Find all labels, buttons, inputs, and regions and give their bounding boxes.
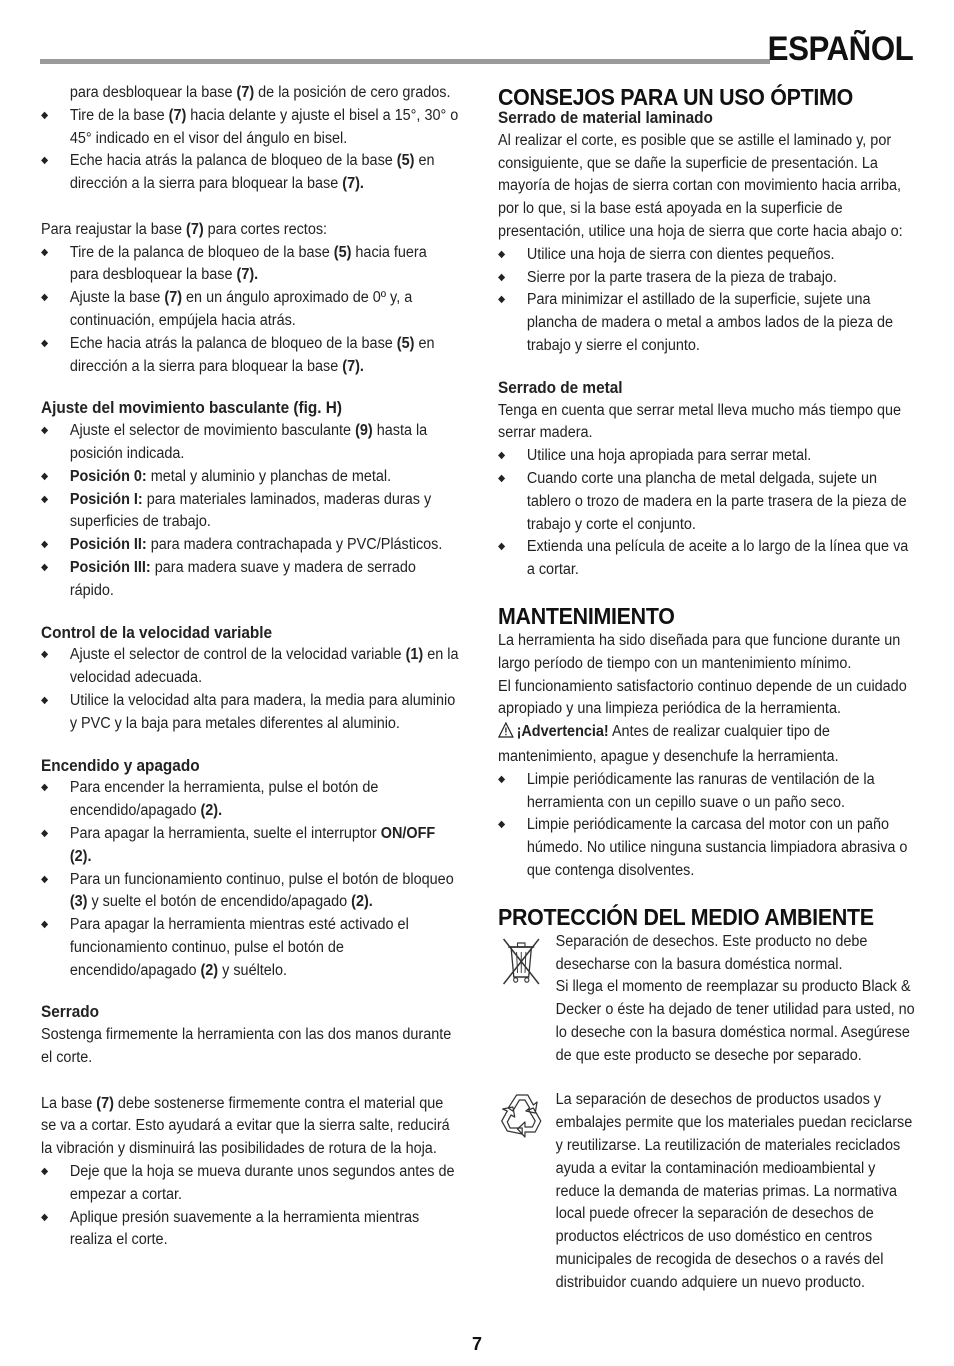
list-item: ◆ Aplique presión suavemente a la herramienta mientras realiza el corte. (41, 1207, 460, 1253)
list-item: ◆ Extienda una película de aceite a lo largo de la línea que va a cortar. (498, 536, 917, 582)
list-item: ◆ Para un funcionamiento continuo, pulse el botón de bloqueo (3) y suelte el botón de encendido/apagado (2). (41, 869, 460, 915)
list-item: ◆ Limpie periódicamente la carcasa del motor con un paño húmedo. No utilice ninguna sustancia limpiadora abrasiva o que contenga disolventes. (498, 814, 917, 882)
recycle-icon (498, 1089, 545, 1139)
page-title: ESPAÑOL (767, 30, 913, 68)
list-item: ◆ Para encender la herramienta, pulse el botón de encendido/apagado (2). (41, 777, 460, 823)
list-item: ◆ Deje que la hoja se mueva durante unos segundos antes de empezar a cortar. (41, 1161, 460, 1207)
serrado-bullets (41, 1161, 460, 1252)
velocidad-heading: Control de la velocidad variable (41, 623, 273, 642)
intro-line: para desbloquear la base (7) de la posición de cero grados. (69, 84, 451, 101)
metal-bullets (498, 445, 917, 582)
basculante-bullets (41, 420, 460, 602)
list-item: ◆ Utilice la velocidad alta para madera, la media para aluminio y PVC y la baja para metales diferentes al aluminio. (41, 690, 460, 736)
serrado-heading: Serrado (41, 1003, 99, 1022)
page-number: 7 (471, 1334, 482, 1354)
reajustar-text: Para reajustar la base (7) para cortes rectos: (41, 220, 328, 238)
metal-paragraph: Tenga en cuenta que serrar metal lleva mucho más tiempo que serrar madera. (498, 401, 902, 442)
intro-bullets (41, 105, 460, 196)
list-item: ◆ Cuando corte una plancha de metal delgada, sujete un tablero o trozo de madera en la parte trasera de la pieza de trabajo y corte el conjunto. (498, 468, 917, 536)
laminado-paragraph: Al realizar el corte, es posible que se astille el laminado y, por consiguiente, que se dañe la superficie de presentación. La mayoría de hojas de sierra cortan con movimiento hacia arriba, por lo que, si la base está apoyada en la superficie de presentación, utilice una hoja de sierra que corte hacia abajo o: (498, 131, 903, 240)
mantenimiento-paragraph-1: La herramienta ha sido diseñada para que funcione durante un largo período de tiempo con un mantenimiento mínimo. (498, 631, 901, 672)
header-rule (40, 59, 770, 64)
list-item: ◆ Limpie periódicamente las ranuras de ventilación de la herramienta con un cepillo suave o un paño seco. (498, 769, 917, 815)
laminado-heading: Serrado de material laminado (498, 109, 713, 127)
reciclaje-paragraph: La separación de desechos de productos usados y embalajes permite que los materiales puedan reciclarse y reutilizarse. La reutilización de materiales reciclados ayuda a evitar la contaminación medioambiental y reduce la demanda de materias primas. La normativa local puede ofrecer la separación de desechos de productos eléctricos de uso doméstico en centros municipales de recogida de desechos o a ravés del distribuidor cuando adquiere un nuevo producto. (555, 1091, 913, 1291)
separacion-block (498, 931, 917, 1068)
reciclaje-block (498, 1089, 917, 1294)
velocidad-bullets (41, 644, 460, 735)
basculante-heading: Ajuste del movimiento basculante (fig. H) (41, 399, 342, 418)
reajustar-bullets (41, 242, 460, 379)
list-item: ◆ Posición I: para materiales laminados, maderas duras y superficies de trabajo. (41, 489, 460, 535)
mantenimiento-bullets (498, 769, 917, 883)
list-item: ◆ Para apagar la herramienta, suelte el interruptor ON/OFF (2). (41, 823, 460, 869)
list-item: ◆ Para apagar la herramienta mientras esté activado el funcionamiento continuo, pulse el botón de encendido/apagado (2) y suéltelo. (41, 914, 460, 982)
list-item: ◆ Eche hacia atrás la palanca de bloqueo de la base (5) en dirección a la sierra para bloquear la base (7). (41, 150, 460, 196)
mantenimiento-heading: MANTENIMIENTO (498, 602, 675, 629)
list-item: ◆ Ajuste el selector de control de la velocidad variable (1) en la velocidad adecuada. (41, 644, 460, 690)
list-item: ◆ Ajuste la base (7) en un ángulo aproximado de 0º y, a continuación, empújela hacia atrás. (41, 287, 460, 333)
right-column (498, 82, 916, 1295)
crossed-bin-icon (498, 935, 545, 985)
metal-heading: Serrado de metal (498, 378, 623, 397)
encendido-heading: Encendido y apagado (41, 756, 200, 775)
left-column (41, 82, 459, 1252)
warning-icon (498, 722, 514, 746)
list-item: ◆ Ajuste el selector de movimiento basculante (9) hasta la posición indicada. (41, 420, 460, 466)
consejos-heading: CONSEJOS PARA UN USO ÓPTIMO (498, 84, 853, 110)
list-item: ◆ Posición II: para madera contrachapada y PVC/Plásticos. (41, 534, 460, 557)
list-item: ◆ Tire de la palanca de bloqueo de la base (5) hacia fuera para desbloquear la base (7). (41, 242, 460, 288)
list-item: ◆ Sierre por la parte trasera de la pieza de trabajo. (498, 267, 917, 290)
list-item: ◆ Tire de la base (7) hacia delante y ajuste el bisel a 15°, 30° o 45° indicado en el visor del ángulo en bisel. (41, 105, 460, 151)
laminado-bullets (498, 244, 917, 358)
separacion-paragraph-2: Si llega el momento de reemplazar su producto Black & Decker o éste ha dejado de tener utilidad para usted, no lo deseche con la basura doméstica normal. Asegúrese de que este producto se deseche por separado. (555, 978, 915, 1064)
advertencia-paragraph: ¡Advertencia! Antes de realizar cualquier tipo de mantenimiento, apague y desenchufe la herramienta. (498, 723, 839, 765)
list-item: ◆ Eche hacia atrás la palanca de bloqueo de la base (5) en dirección a la sierra para bloquear la base (7). (41, 333, 460, 379)
list-item: ◆ Posición III: para madera suave y madera de serrado rápido. (41, 557, 460, 603)
list-item: ◆ Utilice una hoja apropiada para serrar metal. (498, 445, 917, 468)
serrado-paragraph-2: La base (7) debe sostenerse firmemente contra el material que se va a cortar. Esto ayudará a evitar que la sierra salte, reducirá la vibración y disminuirá las posibilidades de rotura de la hoja. (41, 1094, 450, 1158)
list-item: ◆ Posición 0: metal y aluminio y planchas de metal. (41, 466, 460, 489)
proteccion-heading: PROTECCIÓN DEL MEDIO AMBIENTE (498, 903, 874, 930)
serrado-paragraph-1: Sostenga firmemente la herramienta con las dos manos durante el corte. (41, 1026, 452, 1067)
list-item: ◆ Utilice una hoja de sierra con dientes pequeños. (498, 244, 917, 267)
encendido-bullets (41, 777, 460, 982)
mantenimiento-paragraph-2: El funcionamiento satisfactorio continuo depende de un cuidado apropiado y una limpieza periódica de la herramienta. (498, 677, 907, 718)
list-item: ◆ Para minimizar el astillado de la superficie, sujete una plancha de madera o metal a ambos lados de la pieza de trabajo y sierre el conjunto. (498, 289, 917, 357)
separacion-paragraph-1: Separación de desechos. Este producto no debe desecharse con la basura doméstica normal. (555, 932, 868, 973)
